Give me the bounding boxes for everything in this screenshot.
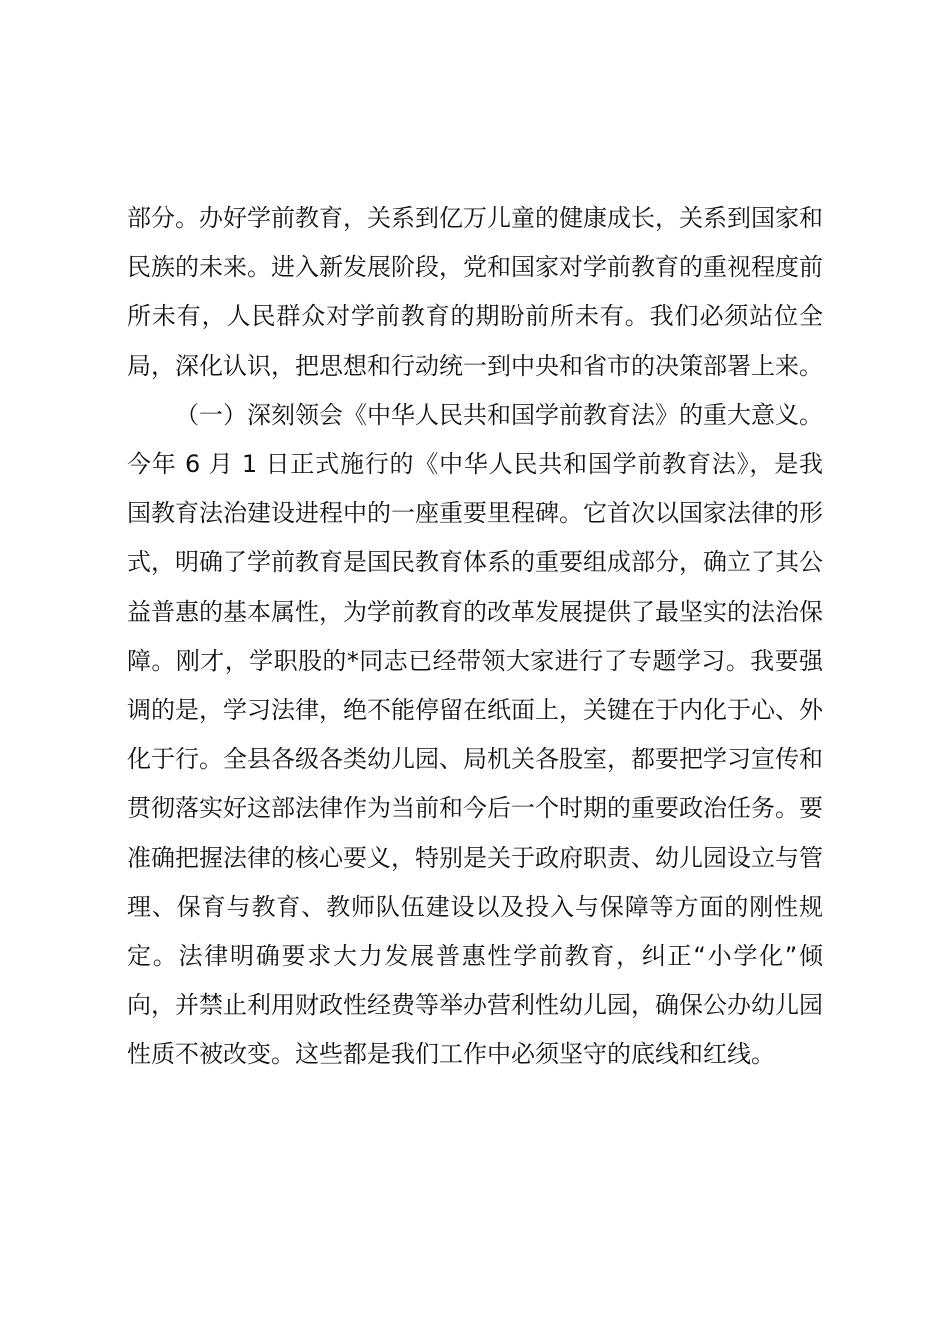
document-body [127, 194, 823, 1080]
paragraph-section-1: （一）深刻领会《中华人民共和国学前教育法》的重大意义。今年 6 月 1 日正式施行的《中华人民共和国学前教育法》，是我国教育法治建设进程中的一座重要里程碑。它首次以国家法律的形式，明确了学前教育是国民教育体系的重要组成部分，确立了其公益普惠的基本属性，为学前教育的改革发展提供了最坚实的法治保障。刚才，学职股的*同志已经带领大家进行了专题学习。我要强调的是，学习法律，绝不能停留在纸面上，关键在于内化于心、外化于行。全县各级各类幼儿园、局机关各股室，都要把学习宣传和贯彻落实好这部法律作为当前和今后一个时期的重要政治任务。要准确把握法律的核心要义，特别是关于政府职责、幼儿园设立与管理、保育与教育、教师队伍建设以及投入与保障等方面的刚性规定。法律明确要求大力发展普惠性学前教育，纠正“小学化”倾向，并禁止利用财政性经费等举办营利性幼儿园，确保公办幼儿园性质不被改变。这些都是我们工作中必须坚守的底线和红线。 [127, 400, 823, 1069]
paragraph-continuation: 部分。办好学前教育，关系到亿万儿童的健康成长，关系到国家和民族的未来。进入新发展阶段，党和国家对学前教育的重视程度前所未有，人民群众对学前教育的期盼前所未有。我们必须站位全局，深化认识，把思想和行动统一到中央和省市的决策部署上来。 [127, 204, 823, 380]
